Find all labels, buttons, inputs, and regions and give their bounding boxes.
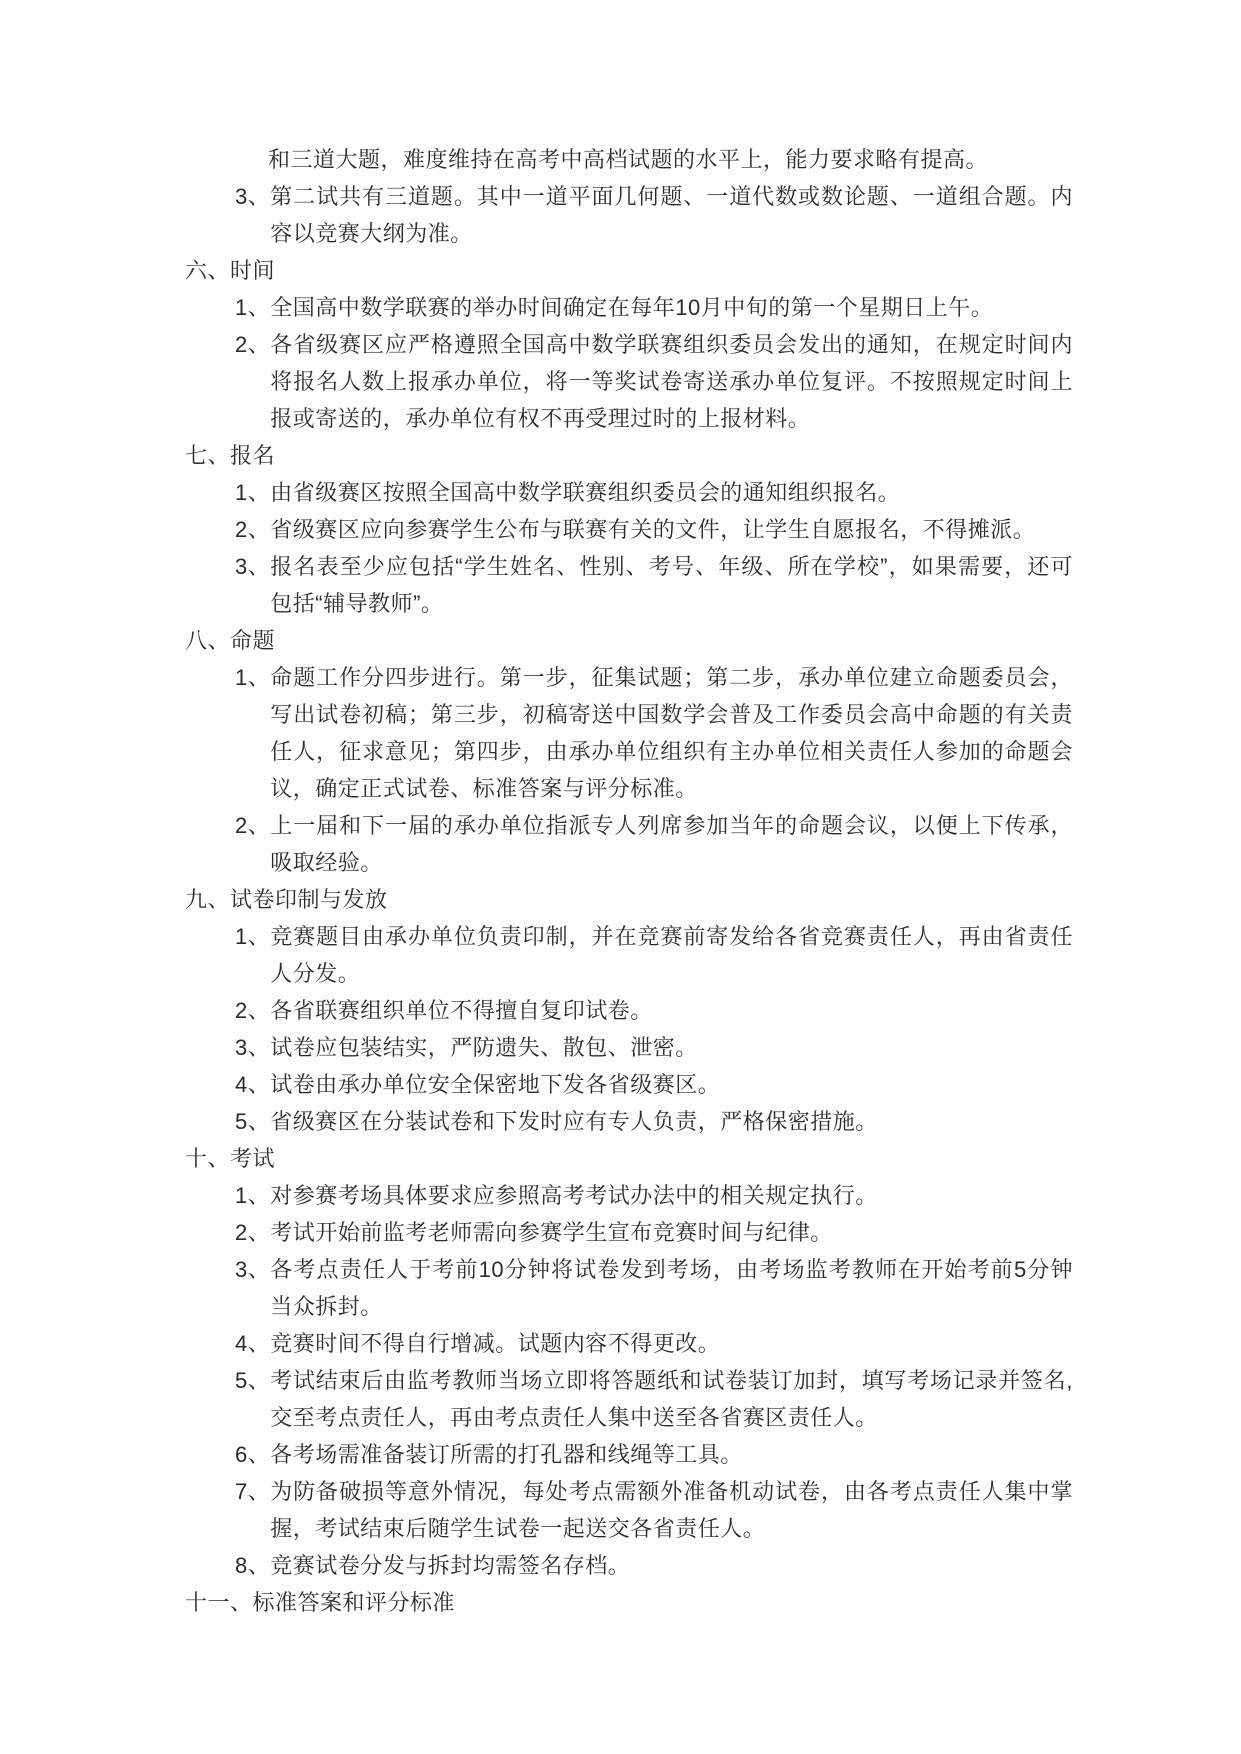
section-number: 六、 [185,258,231,283]
list-item [235,1473,1073,1547]
list-item [235,1251,1073,1325]
section-title: 试卷印制与发放 [230,887,388,912]
list-item-text: 省级赛区在分装试卷和下发时应有专人负责，严格保密措施。 [270,1109,878,1134]
list-item [235,289,1073,326]
list-item-text: 试卷应包装结实，严防遗失、散包、泄密。 [270,1035,698,1060]
list-item-number: 1、 [235,924,271,949]
list-item-number: 2、 [235,332,271,357]
list-item-number: 6、 [235,1442,271,1467]
section-heading [185,622,1241,659]
list-item [235,1436,1073,1473]
list-item-text: 试卷由承办单位安全保密地下发各省级赛区。 [270,1072,721,1097]
list-item-number: 2、 [235,998,271,1023]
list-item [235,1362,1073,1436]
list-item-number: 2、 [235,1220,271,1245]
list-item-number: 3、 [235,554,271,579]
list-item-text: 竞赛试卷分发与拆封均需签名存档。 [270,1553,631,1578]
list-item-number: 2、 [235,813,271,838]
list-item-number: 2、 [235,517,271,542]
list-item [235,1177,1073,1214]
section-title: 考试 [230,1146,276,1171]
section-number: 九、 [185,887,231,912]
section-heading [185,437,1241,474]
section-heading [185,1584,1241,1621]
document-body [0,141,1241,1621]
list-item-text: 各省联赛组织单位不得擅自复印试卷。 [270,998,653,1023]
list-item [235,992,1073,1029]
list-item-text: 对参赛考场具体要求应参照高考考试办法中的相关规定执行。 [270,1183,878,1208]
list-item-text: 第二试共有三道题。其中一道平面几何题、一道代数或数论题、一道组合题。内容以竞赛大纲为准。 [270,184,1073,246]
section-heading [185,881,1241,918]
list-item-number: 4、 [235,1072,271,1097]
list-item-text: 省级赛区应向参赛学生公布与联赛有关的文件，让学生自愿报名，不得摊派。 [270,517,1036,542]
section-number: 七、 [185,443,231,468]
list-item-text: 为防备破损等意外情况，每处考点需额外准备机动试卷，由各考点责任人集中掌握，考试结束后随学生试卷一起送交各省责任人。 [270,1479,1073,1541]
list-item [235,1214,1073,1251]
list-item-number: 1、 [235,295,271,320]
list-item-number: 1、 [235,1183,271,1208]
list-item-text: 各考场需准备装订所需的打孔器和线绳等工具。 [270,1442,743,1467]
list-item-number: 1、 [235,665,271,690]
list-item [235,1029,1073,1066]
list-item-text: 上一届和下一届的承办单位指派专人列席参加当年的命题会议，以便上下传承，吸取经验。 [270,813,1073,875]
list-item-text: 考试开始前监考老师需向参赛学生宣布竞赛时间与纪律。 [270,1220,833,1245]
list-item [235,1103,1073,1140]
list-item [235,1325,1073,1362]
list-item [235,474,1073,511]
list-item-number: 1、 [235,480,271,505]
section-title: 命题 [230,628,276,653]
section-number: 十一、 [185,1590,253,1615]
list-item [235,807,1073,881]
list-item-text: 竞赛题目由承办单位负责印制，并在竞赛前寄发给各省竞赛责任人，再由省责任人分发。 [270,924,1073,986]
section-heading [185,252,1241,289]
list-item [235,511,1073,548]
list-item [235,1547,1073,1584]
list-item [235,178,1073,252]
list-item-text: 由省级赛区按照全国高中数学联赛组织委员会的通知组织报名。 [270,480,901,505]
list-item-text: 报名表至少应包括“学生姓名、性别、考号、年级、所在学校”，如果需要，还可包括“辅导教师”。 [270,554,1073,616]
list-item-text: 考试结束后由监考教师当场立即将答题纸和试卷装订加封，填写考场记录并签名,交至考点责任人，再由考点责任人集中送至各省赛区责任人。 [270,1368,1073,1430]
list-item [235,918,1073,992]
list-item [235,1066,1073,1103]
list-item-number: 3、 [235,1035,271,1060]
list-item-number: 7、 [235,1479,271,1504]
list-item-text: 竞赛时间不得自行增减。试题内容不得更改。 [270,1331,721,1356]
section-title: 时间 [230,258,276,283]
list-item-text: 全国高中数学联赛的举办时间确定在每年10月中旬的第一个星期日上午。 [270,295,994,320]
list-item-text: 各省级赛区应严格遵照全国高中数学联赛组织委员会发出的通知，在规定时间内将报名人数上报承办单位，将一等奖试卷寄送承办单位复评。不按照规定时间上报或寄送的，承办单位有权不再受理过时的上报材料。 [270,332,1073,431]
list-item [235,659,1073,807]
list-item-number: 8、 [235,1553,271,1578]
section-title: 标准答案和评分标准 [252,1590,456,1615]
list-item-number: 3、 [235,1257,271,1282]
list-item-text: 命题工作分四步进行。第一步，征集试题；第二步，承办单位建立命题委员会，写出试卷初稿；第三步，初稿寄送中国数学会普及工作委员会高中命题的有关责任人，征求意见；第四步，由承办单位组织有主办单位相关责任人参加的命题会议，确定正式试卷、标准答案与评分标准。 [270,665,1073,801]
section-number: 十、 [185,1146,231,1171]
list-item [235,326,1073,437]
section-heading [185,1140,1241,1177]
list-item [235,548,1073,622]
section-title: 报名 [230,443,276,468]
list-item-number: 5、 [235,1109,271,1134]
list-item-number: 4、 [235,1331,271,1356]
carryover-paragraph-text: 和三道大题，难度维持在高考中高档试题的水平上，能力要求略有提高。 [268,147,989,172]
section-number: 八、 [185,628,231,653]
list-item-number: 3、 [235,184,271,209]
list-item-text: 各考点责任人于考前10分钟将试卷发到考场，由考场监考教师在开始考前5分钟当众拆封。 [270,1257,1073,1319]
list-item-number: 5、 [235,1368,271,1393]
